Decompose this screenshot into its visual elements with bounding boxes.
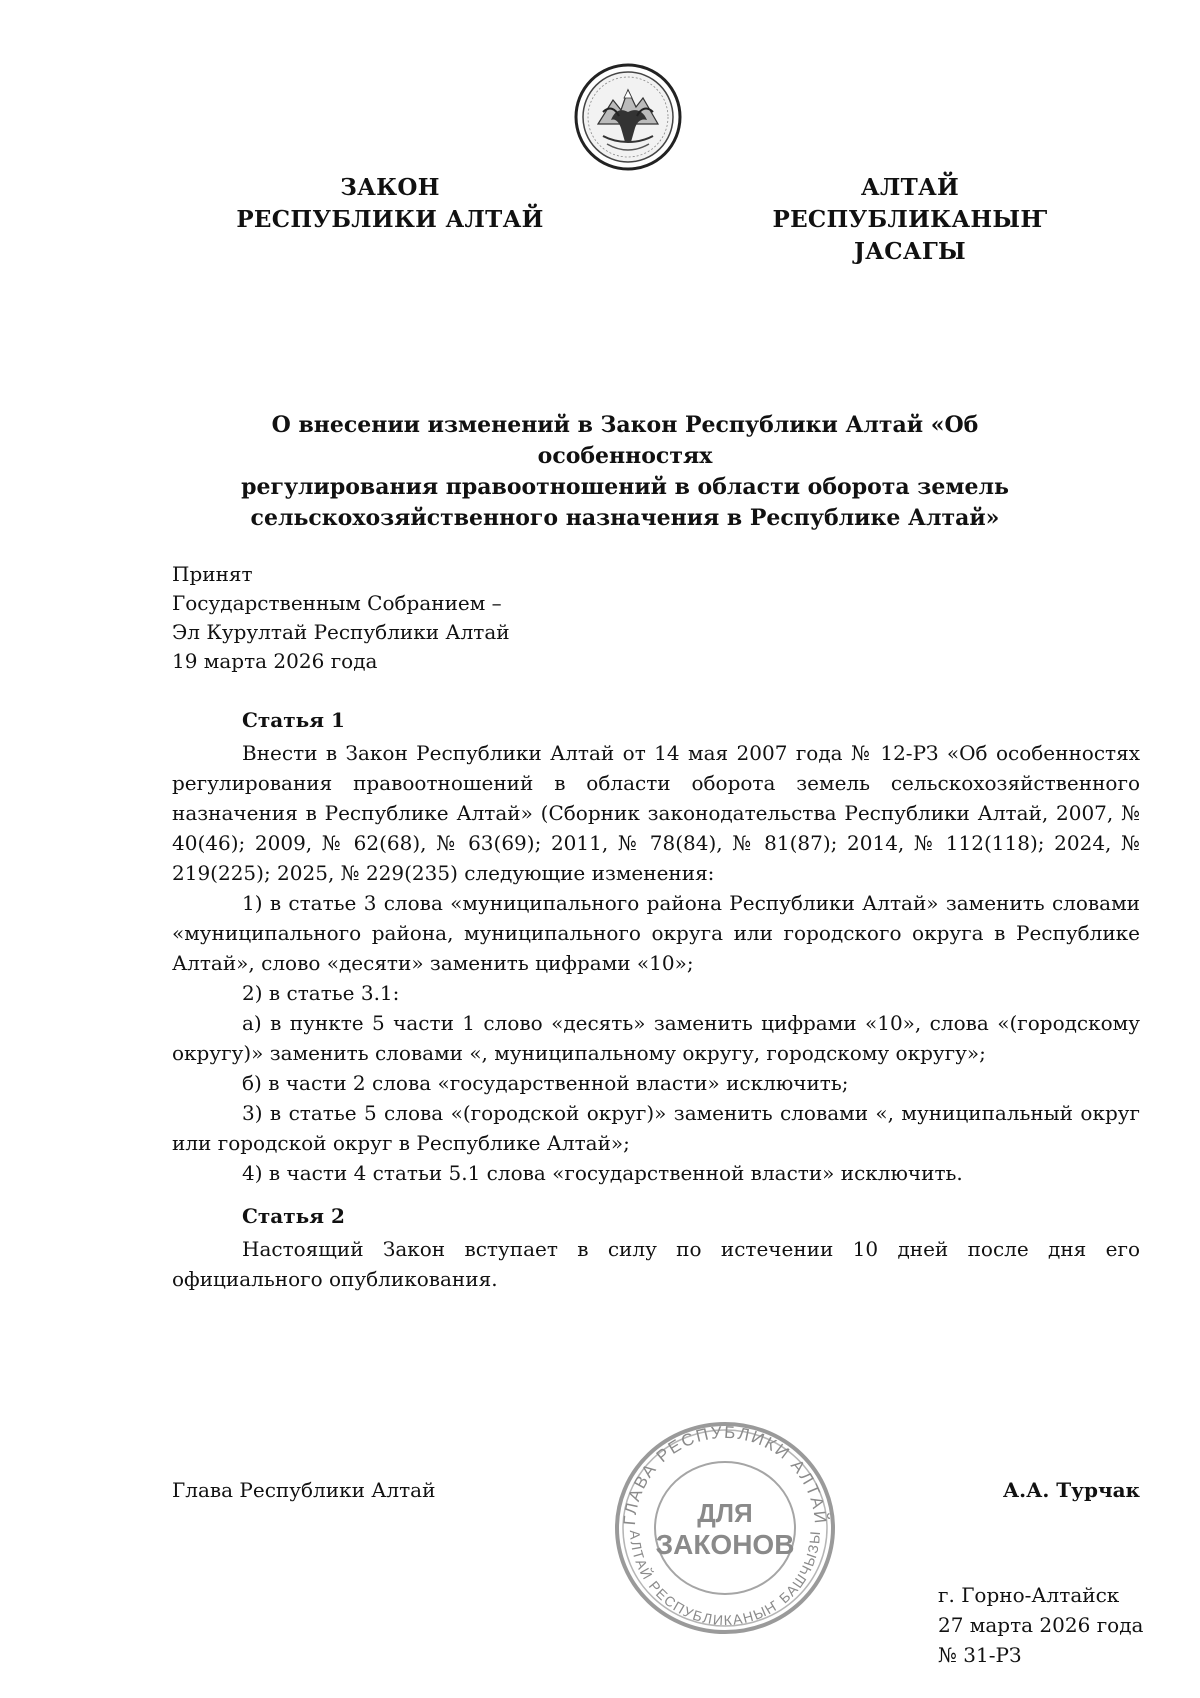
official-seal-icon <box>600 1410 850 1640</box>
signing-date: 27 марта 2026 года <box>938 1613 1144 1637</box>
law-title-line3: сельскохозяйственного назначения в Республике Алтай» <box>250 505 1000 531</box>
header-right-line2: ЈАСАГЫ <box>854 238 966 265</box>
header-left-line1: ЗАКОН <box>340 174 440 201</box>
signatory-name: А.А. Турчак <box>1002 1478 1140 1502</box>
header-russian <box>200 172 580 236</box>
law-number: № 31-РЗ <box>938 1643 1022 1667</box>
article1-heading: Статья 1 <box>242 708 345 732</box>
header-right-line1: АЛТАЙ РЕСПУБЛИКАНЫҤ <box>772 174 1048 233</box>
law-title-line2: регулирования правоотношений в области оборота земель <box>241 474 1009 500</box>
coat-of-arms-icon <box>573 62 683 172</box>
header-altai <box>720 172 1100 268</box>
law-title-line1: О внесении изменений в Закон Республики Алтай «Об особенностях <box>271 412 979 469</box>
header-left-line2: РЕСПУБЛИКИ АЛТАЙ <box>236 206 544 233</box>
law-body <box>172 702 1140 1294</box>
place-date-number <box>938 1580 1143 1670</box>
article1-item4: 4) в части 4 статьи 5.1 слова «государственной власти» исключить. <box>242 1161 963 1185</box>
article1-item2b: б) в части 2 слова «государственной власти» исключить; <box>242 1071 849 1095</box>
signatory-position: Глава Республики Алтай <box>172 1478 436 1502</box>
article2-text: Настоящий Закон вступает в силу по истечении 10 дней после дня его официального опубликования. <box>172 1237 1140 1291</box>
article1-item3: 3) в статье 5 слова «(городской округ)» заменить словами «, муниципальный округ или городской округ в Республике Алтай»; <box>172 1101 1140 1155</box>
article1-item1: 1) в статье 3 слова «муниципального района Республики Алтай» заменить словами «муниципального района, муниципального округа или городского округа в Республике Алтай», слово «десяти» заменить цифрами «10»; <box>172 891 1140 975</box>
adopted-date: 19 марта 2026 года <box>172 649 378 673</box>
city: г. Горно-Алтайск <box>938 1583 1120 1607</box>
seal-center-line2: ЗАКОНОВ <box>655 1529 795 1560</box>
adoption-block <box>172 560 510 676</box>
seal-ring-top: ГЛАВА РЕСПУБЛИКИ АЛТАЙ <box>619 1422 831 1527</box>
article1-intro: Внести в Закон Республики Алтай от 14 мая 2007 года № 12-РЗ «Об особенностях регулирования правоотношений в области оборота земель сельскохозяйственного назначения в Республике Алтай» (Сборник законодательства Республики Алтай, 2007, № 40(46); 2009, № 62(68), № 63(69); 2011, № 78(84), № 81(87); 2014, № 112(118); 2024, № 219(225); 2025, № 229(235) следующие изменения: <box>172 741 1140 885</box>
article1-item2a: а) в пункте 5 части 1 слово «десять» заменить цифрами «10», слова «(городскому округу)» заменить словами «, муниципальному округу, городскому округу»; <box>172 1011 1140 1065</box>
seal-ring-bottom: АЛТАЙ РЕСПУБЛИКАНЫҤ БАШЧЫЗЫ <box>626 1529 824 1629</box>
law-title <box>200 410 1050 534</box>
adopted-line1: Принят <box>172 562 253 586</box>
seal-center-line1: ДЛЯ <box>697 1498 753 1528</box>
adopted-line2: Государственным Собранием – <box>172 591 502 615</box>
article1-item2: 2) в статье 3.1: <box>242 981 400 1005</box>
adopted-line3: Эл Курултай Республики Алтай <box>172 620 510 644</box>
article2-heading: Статья 2 <box>242 1204 345 1228</box>
